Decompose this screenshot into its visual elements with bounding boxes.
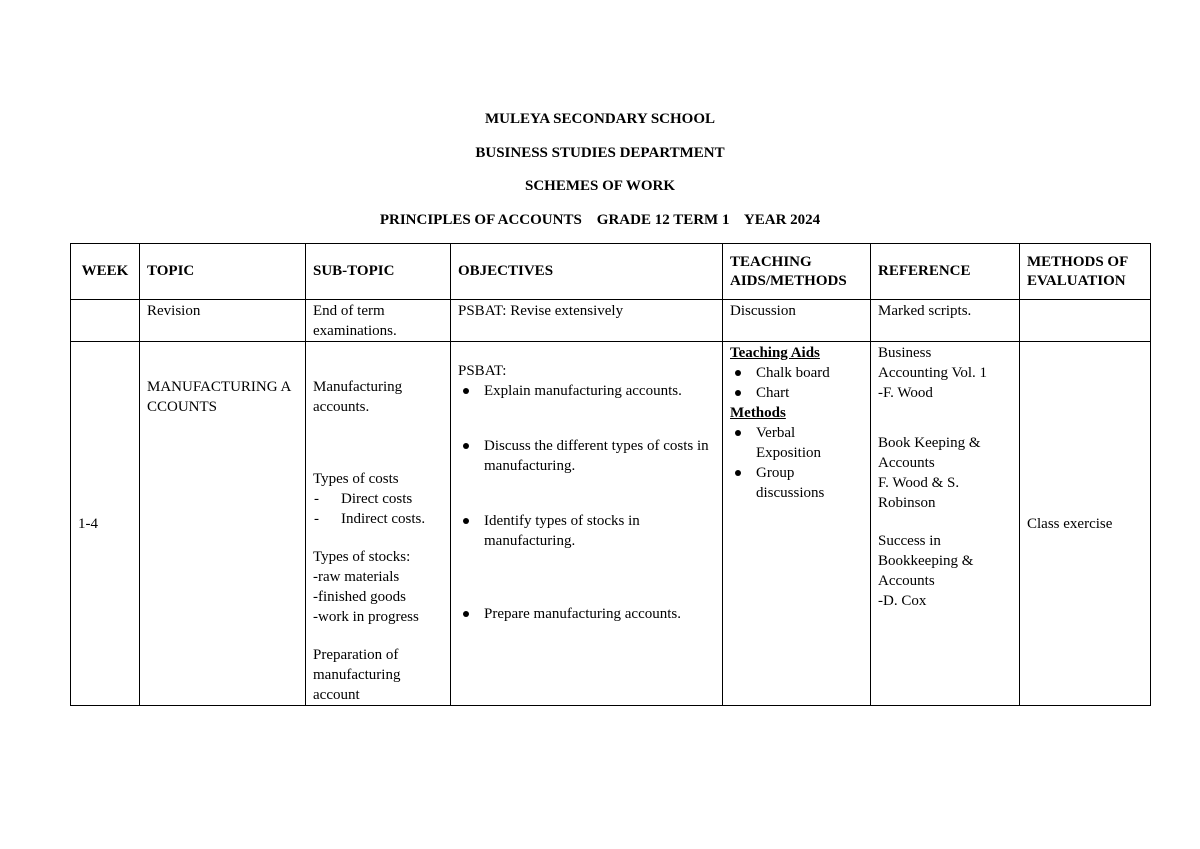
- cell-teaching-aids: Discussion: [723, 300, 871, 342]
- bullet-icon: [463, 518, 469, 524]
- bullet-icon: [735, 370, 741, 376]
- indirect-costs-text: Indirect costs.: [341, 511, 426, 527]
- department-name: BUSINESS STUDIES DEPARTMENT: [475, 145, 725, 161]
- list-item: [458, 381, 715, 401]
- list-item: [730, 383, 863, 403]
- subtopic-types-of-stocks: Types of stocks:: [313, 549, 411, 565]
- col-header-reference: REFERENCE: [871, 244, 1020, 300]
- table-row-manufacturing: [71, 342, 1151, 706]
- col-header-subtopic: SUB-TOPIC: [306, 244, 451, 300]
- bullet-icon: [463, 611, 469, 617]
- reference-2-author: F. Wood & S. Robinson: [878, 475, 960, 511]
- list-item: [730, 463, 863, 503]
- col-header-teaching-aids: [723, 244, 871, 300]
- cell-objectives: PSBAT: Revise extensively: [451, 300, 723, 342]
- list-item: [313, 489, 443, 509]
- schemes-of-work-table: [70, 243, 1151, 706]
- teaching-aid-text: Chart: [756, 385, 790, 401]
- cell-reference: Marked scripts.: [871, 300, 1020, 342]
- list-item: [458, 511, 715, 551]
- method-text: Verbal Exposition: [756, 425, 822, 461]
- table-row-revision: [71, 300, 1151, 342]
- bullet-icon: [735, 430, 741, 436]
- cell-week: [71, 300, 140, 342]
- col-header-topic: TOPIC: [140, 244, 306, 300]
- objective-text: Identify types of stocks in manufacturing.: [484, 513, 640, 549]
- objective-text: Prepare manufacturing accounts.: [484, 606, 681, 622]
- school-name: MULEYA SECONDARY SCHOOL: [484, 111, 716, 127]
- col-header-evaluation-line2: EVALUATION: [1027, 272, 1126, 289]
- cell-evaluation: Class exercise: [1020, 342, 1151, 706]
- bullet-icon: [463, 388, 469, 394]
- cell-subtopic: End of term examinations.: [306, 300, 451, 342]
- col-header-teaching-aids-line2: AIDS/METHODS: [730, 272, 847, 289]
- objectives-lead: PSBAT:: [458, 363, 507, 379]
- direct-costs-text: Direct costs: [341, 491, 413, 507]
- stock-work-in-progress: -work in progress: [313, 609, 419, 625]
- subject-line: PRINCIPLES OF ACCOUNTS GRADE 12 TERM 1 YEAR 2024: [379, 212, 821, 228]
- cell-topic: [140, 342, 306, 706]
- col-header-evaluation: [1020, 244, 1151, 300]
- objective-text: Explain manufacturing accounts.: [484, 383, 682, 399]
- objective-text: Discuss the different types of costs in manufacturing.: [484, 438, 709, 474]
- cell-topic: Revision: [140, 300, 306, 342]
- table-header-row: [71, 244, 1151, 300]
- cell-evaluation: [1020, 300, 1151, 342]
- dash-bullet: -: [314, 491, 319, 507]
- col-header-evaluation-line1: METHODS OF: [1027, 253, 1129, 270]
- list-item: [730, 363, 863, 383]
- col-header-week: WEEK: [71, 244, 140, 300]
- dash-bullet: -: [314, 511, 319, 527]
- cell-subtopic: [306, 342, 451, 706]
- bullet-icon: [735, 390, 741, 396]
- cell-week: 1-4: [71, 342, 140, 706]
- objectives-list: [458, 381, 715, 624]
- subtopic-types-of-costs: Types of costs: [313, 471, 399, 487]
- cell-reference: [871, 342, 1020, 706]
- subtopic-manufacturing-accounts: Manufacturing accounts.: [313, 379, 403, 415]
- cost-types-list: [313, 489, 443, 529]
- col-header-teaching-aids-line1: TEACHING: [730, 253, 812, 270]
- stock-finished-goods: -finished goods: [313, 589, 406, 605]
- reference-2-title: Book Keeping & Accounts: [878, 435, 981, 471]
- reference-3-title: Success in Bookkeeping & Accounts: [878, 533, 974, 589]
- list-item: [730, 423, 863, 463]
- methods-list: [730, 423, 863, 503]
- reference-3-author: -D. Cox: [878, 593, 927, 609]
- document-type: SCHEMES OF WORK: [524, 178, 676, 194]
- reference-1-author: -F. Wood: [878, 385, 933, 401]
- bullet-icon: [735, 470, 741, 476]
- teaching-aid-text: Chalk board: [756, 365, 830, 381]
- cell-objectives: [451, 342, 723, 706]
- cell-teaching-aids: [723, 342, 871, 706]
- stock-raw-materials: -raw materials: [313, 569, 400, 585]
- bullet-icon: [463, 443, 469, 449]
- teaching-aids-heading: Teaching Aids: [730, 345, 820, 361]
- teaching-aids-list: [730, 363, 863, 403]
- reference-1-title: Business Accounting Vol. 1: [878, 345, 988, 381]
- subtopic-preparation: Preparation of manufacturing account: [313, 647, 401, 703]
- topic-text: MANUFACTURING ACCOUNTS: [147, 379, 292, 415]
- method-text: Group discussions: [756, 465, 825, 501]
- methods-heading: Methods: [730, 405, 786, 421]
- list-item: [458, 436, 715, 476]
- col-header-objectives: OBJECTIVES: [451, 244, 723, 300]
- list-item: [313, 509, 443, 529]
- list-item: [458, 604, 715, 624]
